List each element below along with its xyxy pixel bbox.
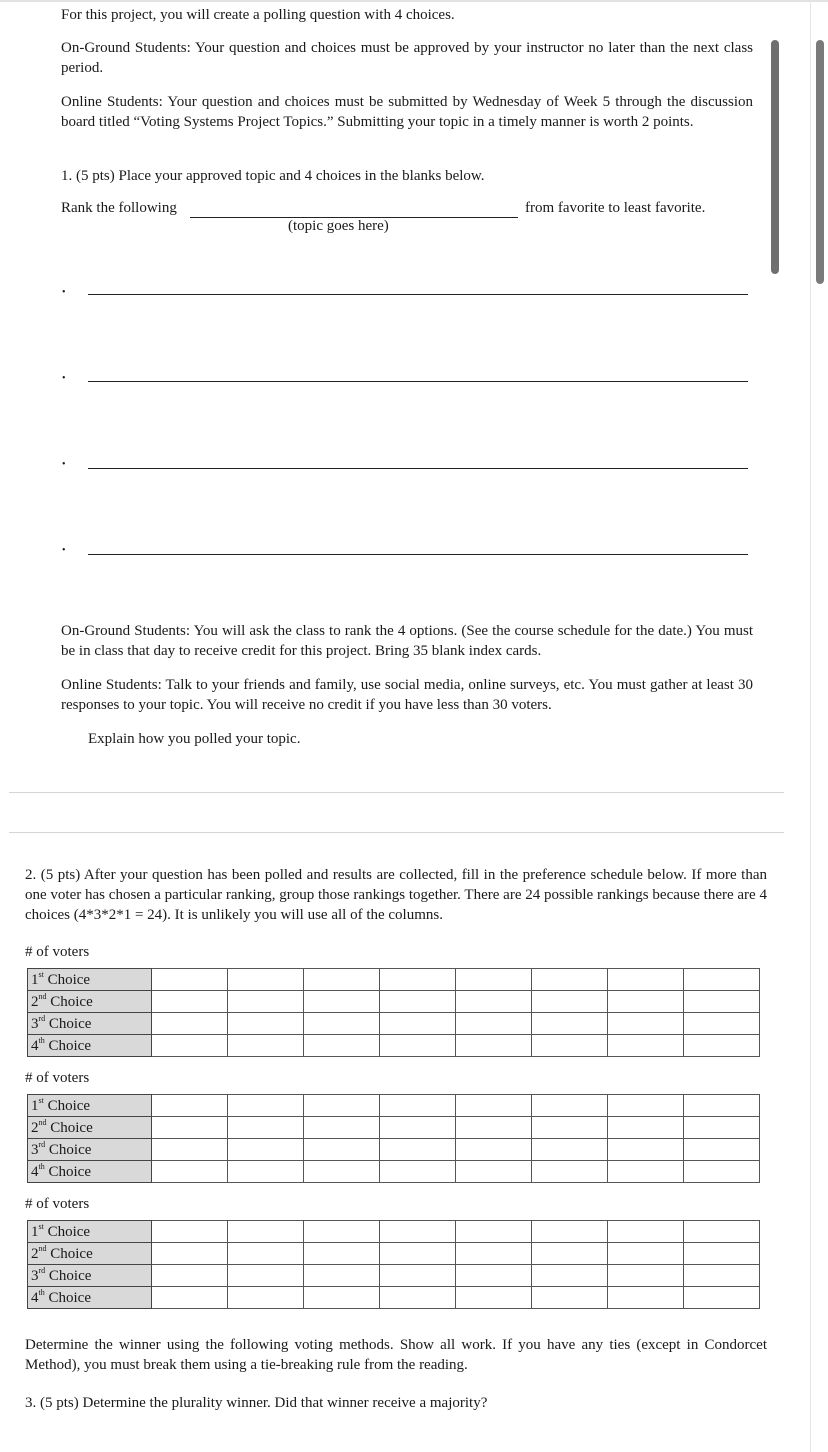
table-row <box>28 1243 760 1265</box>
table-cell[interactable] <box>228 969 304 991</box>
topic-hint: (topic goes here) <box>288 218 389 234</box>
table-cell[interactable] <box>608 1243 684 1265</box>
table-cell[interactable] <box>304 969 380 991</box>
table-cell[interactable] <box>228 1095 304 1117</box>
page-break-bottom <box>9 832 784 833</box>
table-cell[interactable] <box>456 1221 532 1243</box>
table-cell[interactable] <box>152 1243 228 1265</box>
table-cell[interactable] <box>456 1117 532 1139</box>
table-cell[interactable] <box>608 1265 684 1287</box>
table-row <box>28 1161 760 1183</box>
table-cell[interactable] <box>456 1287 532 1309</box>
table-row <box>28 1095 760 1117</box>
table-cell[interactable] <box>152 1117 228 1139</box>
table-cell[interactable] <box>608 1139 684 1161</box>
rank-sentence <box>61 200 761 222</box>
table-cell[interactable] <box>532 1035 608 1057</box>
table-cell[interactable] <box>684 969 760 991</box>
row-label: 2nd Choice <box>28 1243 152 1265</box>
table-cell[interactable] <box>228 1013 304 1035</box>
methods-text: Determine the winner using the following voting methods. Show all work. If you have any ties (except in Condorcet Method), you must break them using a tie-breaking rule from the reading. <box>25 1337 767 1373</box>
choice-blank-line-3[interactable] <box>88 468 748 469</box>
table-cell[interactable] <box>152 1221 228 1243</box>
page-right-edge <box>810 0 811 1452</box>
choice-blank-line-2[interactable] <box>88 381 748 382</box>
table-cell[interactable] <box>152 1139 228 1161</box>
table-cell[interactable] <box>380 1287 456 1309</box>
table-cell[interactable] <box>304 1095 380 1117</box>
table-cell[interactable] <box>152 969 228 991</box>
table-cell[interactable] <box>456 1013 532 1035</box>
table-cell[interactable] <box>532 1013 608 1035</box>
table-cell[interactable] <box>532 1265 608 1287</box>
table-cell[interactable] <box>152 1013 228 1035</box>
table-cell[interactable] <box>228 1117 304 1139</box>
choice-bullet-1: • <box>62 287 66 298</box>
table-cell[interactable] <box>380 1117 456 1139</box>
table-cell[interactable] <box>684 1013 760 1035</box>
table-cell[interactable] <box>228 1221 304 1243</box>
online-rank-text: Online Students: Talk to your friends and family, use social media, online surveys, etc. You must gather at least 30 responses to your topic. You will receive no credit if you have less than 30 voters. <box>61 677 753 713</box>
window-scrollbar-thumb[interactable] <box>816 40 824 284</box>
table-cell[interactable] <box>608 1035 684 1057</box>
page-break-top <box>9 792 784 793</box>
row-label: 1st Choice <box>28 1095 152 1117</box>
table-cell[interactable] <box>304 1117 380 1139</box>
row-label: 3rd Choice <box>28 1265 152 1287</box>
row-label: 4th Choice <box>28 1161 152 1183</box>
row-label: 1st Choice <box>28 1221 152 1243</box>
table-cell[interactable] <box>456 969 532 991</box>
table-cell[interactable] <box>380 1139 456 1161</box>
table-cell[interactable] <box>456 1035 532 1057</box>
row-label: 3rd Choice <box>28 1139 152 1161</box>
table-cell[interactable] <box>532 1139 608 1161</box>
row-label: 1st Choice <box>28 969 152 991</box>
table-cell[interactable] <box>152 1265 228 1287</box>
table-cell[interactable] <box>608 1095 684 1117</box>
table-cell[interactable] <box>532 991 608 1013</box>
table-cell[interactable] <box>456 991 532 1013</box>
document-scrollbar-thumb[interactable] <box>771 40 779 274</box>
row-label: 3rd Choice <box>28 1013 152 1035</box>
onground-rank-text: On-Ground Students: You will ask the class to rank the 4 options. (See the course schedule for the date.) You must be in class that day to receive credit for this project. Bring 35 blank index cards. <box>61 623 753 659</box>
table-cell[interactable] <box>532 969 608 991</box>
table-cell[interactable] <box>456 1095 532 1117</box>
table-cell[interactable] <box>304 1161 380 1183</box>
question-1-text: 1. (5 pts) Place your approved topic and 4 choices in the blanks below. <box>61 168 485 184</box>
rank-prefix: Rank the following <box>61 200 177 216</box>
row-label: 2nd Choice <box>28 1117 152 1139</box>
table-cell[interactable] <box>152 1161 228 1183</box>
table-cell[interactable] <box>684 1035 760 1057</box>
table-cell[interactable] <box>532 1287 608 1309</box>
table-cell[interactable] <box>380 1161 456 1183</box>
table-cell[interactable] <box>456 1139 532 1161</box>
table-row <box>28 1117 760 1139</box>
choice-bullet-4: • <box>62 545 66 556</box>
rank-suffix: from favorite to least favorite. <box>525 200 706 216</box>
table-cell[interactable] <box>304 1221 380 1243</box>
table-cell[interactable] <box>456 1161 532 1183</box>
table-cell[interactable] <box>684 1287 760 1309</box>
table-row <box>28 1139 760 1161</box>
table-row <box>28 1221 760 1243</box>
table-cell[interactable] <box>304 1139 380 1161</box>
row-label: 4th Choice <box>28 1035 152 1057</box>
online-submit-text: Online Students: Your question and choices must be submitted by Wednesday of Week 5 through the discussion board titled “Voting Systems Project Topics.” Submitting your topic in a timely manner is worth 2 points. <box>61 94 753 130</box>
table-row <box>28 969 760 991</box>
table-cell[interactable] <box>228 1243 304 1265</box>
table-row <box>28 1013 760 1035</box>
table-cell[interactable] <box>608 1161 684 1183</box>
table-cell[interactable] <box>684 991 760 1013</box>
choice-bullet-2: • <box>62 373 66 384</box>
table-cell[interactable] <box>532 1161 608 1183</box>
table-cell[interactable] <box>684 1161 760 1183</box>
voters-label-2: # of voters <box>25 1070 90 1086</box>
table-cell[interactable] <box>228 1139 304 1161</box>
table-cell[interactable] <box>304 1013 380 1035</box>
voters-label-3: # of voters <box>25 1196 90 1212</box>
preference-table-2 <box>27 1094 760 1183</box>
table-cell[interactable] <box>304 1243 380 1265</box>
table-cell[interactable] <box>608 1287 684 1309</box>
table-cell[interactable] <box>380 1013 456 1035</box>
table-cell[interactable] <box>684 1265 760 1287</box>
question-3-text: 3. (5 pts) Determine the plurality winner. Did that winner receive a majority? <box>25 1395 488 1411</box>
table-row <box>28 991 760 1013</box>
table-cell[interactable] <box>228 1035 304 1057</box>
table-cell[interactable] <box>684 1117 760 1139</box>
table-cell[interactable] <box>228 1287 304 1309</box>
table-cell[interactable] <box>152 1095 228 1117</box>
table-cell[interactable] <box>608 991 684 1013</box>
table-cell[interactable] <box>228 991 304 1013</box>
table-cell[interactable] <box>380 1095 456 1117</box>
page-top-edge <box>0 0 828 2</box>
choice-bullet-3: • <box>62 459 66 470</box>
table-cell[interactable] <box>532 1095 608 1117</box>
table-cell[interactable] <box>684 1221 760 1243</box>
table-cell[interactable] <box>304 991 380 1013</box>
table-cell[interactable] <box>304 1265 380 1287</box>
question-2-text: 2. (5 pts) After your question has been polled and results are collected, fill in the preference schedule below. If more than one voter has chosen a particular ranking, group those rankings together. There are 24 possible rankings because there are 4 choices (4*3*2*1 = 24). It is unlikely you will use all of the columns. <box>25 867 767 923</box>
table-cell[interactable] <box>532 1221 608 1243</box>
table-cell[interactable] <box>380 1265 456 1287</box>
table-cell[interactable] <box>304 1287 380 1309</box>
table-cell[interactable] <box>380 1243 456 1265</box>
table-cell[interactable] <box>380 1035 456 1057</box>
table-cell[interactable] <box>608 969 684 991</box>
intro-text: For this project, you will create a polling question with 4 choices. <box>61 7 455 23</box>
row-label: 4th Choice <box>28 1287 152 1309</box>
table-cell[interactable] <box>304 1035 380 1057</box>
table-cell[interactable] <box>684 1139 760 1161</box>
table-cell[interactable] <box>532 1117 608 1139</box>
table-cell[interactable] <box>684 1243 760 1265</box>
table-cell[interactable] <box>684 1095 760 1117</box>
table-cell[interactable] <box>152 991 228 1013</box>
table-row <box>28 1287 760 1309</box>
table-cell[interactable] <box>228 1161 304 1183</box>
table-cell[interactable] <box>456 1243 532 1265</box>
table-cell[interactable] <box>152 1287 228 1309</box>
table-cell[interactable] <box>608 1117 684 1139</box>
row-label: 2nd Choice <box>28 991 152 1013</box>
table-row <box>28 1035 760 1057</box>
table-cell[interactable] <box>532 1243 608 1265</box>
choice-blank-line-1[interactable] <box>88 294 748 295</box>
table-cell[interactable] <box>608 1221 684 1243</box>
explain-prompt: Explain how you polled your topic. <box>88 731 301 747</box>
choice-blank-line-4[interactable] <box>88 554 748 555</box>
table-cell[interactable] <box>456 1265 532 1287</box>
table-cell[interactable] <box>380 1221 456 1243</box>
table-cell[interactable] <box>152 1035 228 1057</box>
onground-approval-text: On-Ground Students: Your question and choices must be approved by your instructor no later than the next class period. <box>61 40 753 76</box>
table-cell[interactable] <box>228 1265 304 1287</box>
preference-table-3 <box>27 1220 760 1309</box>
table-row <box>28 1265 760 1287</box>
voters-label-1: # of voters <box>25 944 90 960</box>
table-cell[interactable] <box>380 969 456 991</box>
table-cell[interactable] <box>608 1013 684 1035</box>
table-cell[interactable] <box>380 991 456 1013</box>
preference-table-1 <box>27 968 760 1057</box>
